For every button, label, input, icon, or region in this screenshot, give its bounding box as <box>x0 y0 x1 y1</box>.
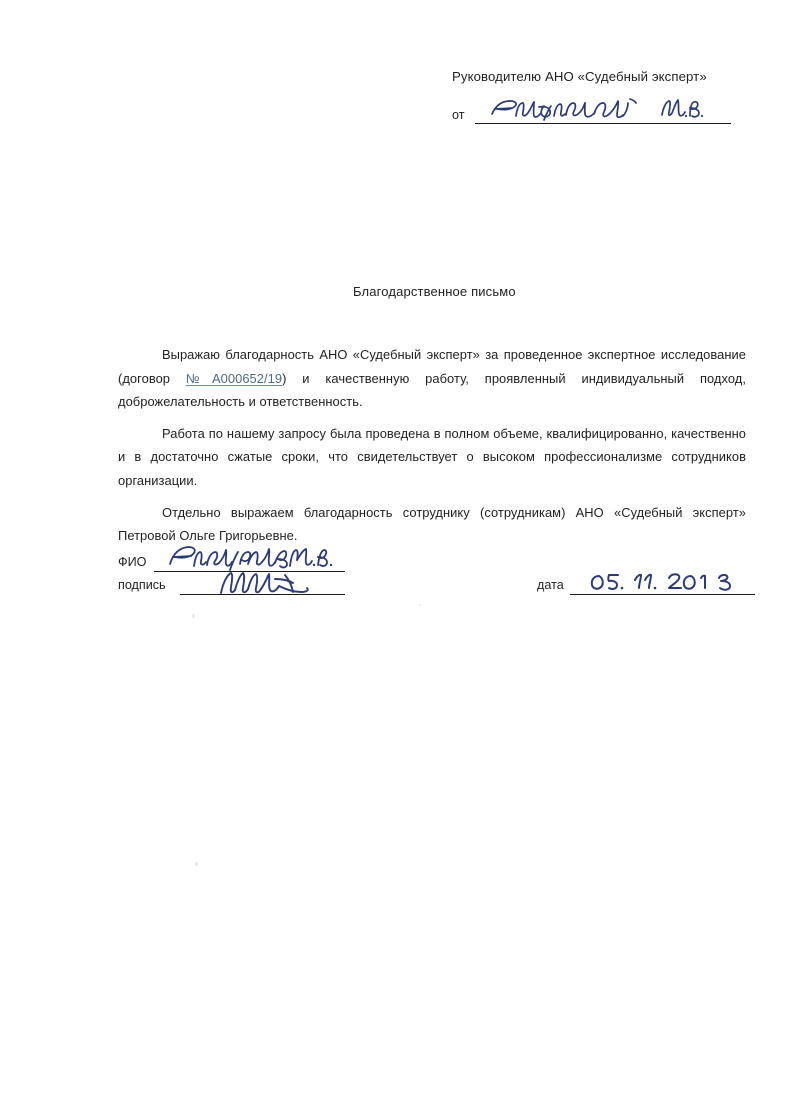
addressee-line: Руководителю АНО «Судебный эксперт» <box>452 69 707 84</box>
from-handwritten-signature <box>486 95 726 125</box>
signature-block <box>118 552 748 612</box>
scan-speck <box>195 862 198 866</box>
date-label: дата <box>537 578 564 592</box>
date-handwritten-value <box>585 567 745 595</box>
paragraph-1-text-after: ) и качественную работу, проявленный индивидуальный подход, доброжелательность и ответственность. <box>118 370 746 410</box>
letter-body <box>118 343 746 548</box>
scan-speck <box>419 604 421 606</box>
page-title: Благодарственное письмо <box>353 284 516 299</box>
podpis-label: подпись <box>118 578 166 592</box>
addressee-block <box>452 68 742 85</box>
paragraph-3: Отдельно выражаем благодарность сотруднику (сотрудникам) АНО «Судебный эксперт» Петровой Ольге Григорьевне. <box>118 504 746 544</box>
handwritten-signature <box>213 569 333 599</box>
date-field <box>537 575 785 599</box>
paragraph-2: Работа по нашему запросу была проведена в полном объеме, квалифицированно, качественно и в достаточно сжатые сроки, что свидетельствует о высоком профессионализме сотрудников организации. <box>118 425 746 488</box>
paragraph-1 <box>118 343 746 414</box>
paragraph-1-text-before: Выражаю благодарность АНО «Судебный эксперт» за проведенное экспертное исследование (договор <box>118 347 746 386</box>
from-label: от <box>452 108 465 122</box>
scan-speck <box>192 614 195 618</box>
podpis-field <box>118 575 478 599</box>
from-field <box>452 104 737 128</box>
fio-label: ФИО <box>118 555 147 569</box>
contract-number-link[interactable]: №А000652/19 <box>185 370 283 386</box>
